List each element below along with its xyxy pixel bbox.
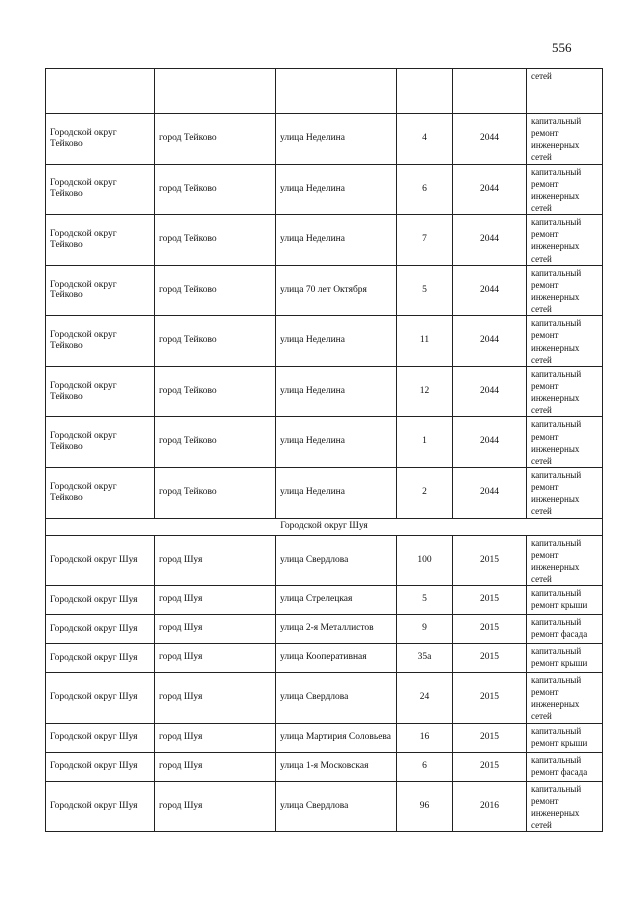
work-type-cell: капитальный ремонт крыши bbox=[527, 644, 603, 673]
city-cell: город Тейково bbox=[155, 114, 276, 165]
district-cell: Городской округ Тейково bbox=[46, 316, 155, 367]
work-type-cell: капитальный ремонт крыши bbox=[527, 723, 603, 752]
work-type-cell: капитальный ремонт инженерных сетей bbox=[527, 535, 603, 586]
street-cell: улица Свердлова bbox=[276, 781, 397, 832]
street-cell: улица Неделина bbox=[276, 316, 397, 367]
work-type-cell: капитальный ремонт инженерных сетей bbox=[527, 673, 603, 724]
group-header-row bbox=[46, 518, 603, 535]
house-number-cell: 6 bbox=[397, 752, 453, 781]
year-cell: 2044 bbox=[453, 265, 527, 316]
city-cell: город Шуя bbox=[155, 586, 276, 615]
work-type-cell: капитальный ремонт инженерных сетей bbox=[527, 265, 603, 316]
street-cell: улица Неделина bbox=[276, 215, 397, 266]
district-cell: Городской округ Шуя bbox=[46, 723, 155, 752]
year-cell: 2015 bbox=[453, 673, 527, 724]
work-type-cell: капитальный ремонт инженерных сетей bbox=[527, 366, 603, 417]
city-cell: город Шуя bbox=[155, 752, 276, 781]
city-cell: город Шуя bbox=[155, 723, 276, 752]
street-cell: улица 2-я Металлистов bbox=[276, 615, 397, 644]
street-cell: улица Неделина bbox=[276, 114, 397, 165]
house-number-cell: 24 bbox=[397, 673, 453, 724]
year-cell: 2044 bbox=[453, 467, 527, 518]
housing-repair-table bbox=[45, 68, 603, 832]
street-cell: улица Неделина bbox=[276, 164, 397, 215]
work-type-cell: капитальный ремонт инженерных сетей bbox=[527, 164, 603, 215]
street-cell: улица Неделина bbox=[276, 467, 397, 518]
work-type-cell: капитальный ремонт крыши bbox=[527, 586, 603, 615]
year-cell: 2015 bbox=[453, 535, 527, 586]
year-cell: 2044 bbox=[453, 164, 527, 215]
table-row bbox=[46, 265, 603, 316]
table-row bbox=[46, 781, 603, 832]
page-number: 556 bbox=[552, 40, 572, 55]
work-type-cell: капитальный ремонт инженерных сетей bbox=[527, 781, 603, 832]
street-cell: улица Неделина bbox=[276, 417, 397, 468]
year-cell: 2015 bbox=[453, 615, 527, 644]
year-cell: 2044 bbox=[453, 114, 527, 165]
table-row bbox=[46, 723, 603, 752]
table-row bbox=[46, 215, 603, 266]
district-cell: Городской округ Шуя bbox=[46, 781, 155, 832]
table-row bbox=[46, 164, 603, 215]
table-row bbox=[46, 316, 603, 367]
work-type-cell: капитальный ремонт инженерных сетей bbox=[527, 316, 603, 367]
house-number-cell: 1 bbox=[397, 417, 453, 468]
year-cell: 2015 bbox=[453, 586, 527, 615]
table-row bbox=[46, 535, 603, 586]
year-cell: 2016 bbox=[453, 781, 527, 832]
table-row bbox=[46, 644, 603, 673]
house-number-cell: 9 bbox=[397, 615, 453, 644]
table-row bbox=[46, 752, 603, 781]
table-row bbox=[46, 417, 603, 468]
street-cell: улица 70 лет Октября bbox=[276, 265, 397, 316]
district-cell: Городской округ Тейково bbox=[46, 417, 155, 468]
house-number-cell: 7 bbox=[397, 215, 453, 266]
work-type-cell: капитальный ремонт инженерных сетей bbox=[527, 467, 603, 518]
city-cell: город Тейково bbox=[155, 265, 276, 316]
district-cell: Городской округ Шуя bbox=[46, 535, 155, 586]
district-cell: Городской округ Тейково bbox=[46, 467, 155, 518]
year-cell bbox=[453, 69, 527, 114]
district-cell: Городской округ Тейково bbox=[46, 366, 155, 417]
city-cell: город Тейково bbox=[155, 316, 276, 367]
house-number-cell: 12 bbox=[397, 366, 453, 417]
house-number-cell: 16 bbox=[397, 723, 453, 752]
city-cell: город Тейково bbox=[155, 215, 276, 266]
street-cell: улица Неделина bbox=[276, 366, 397, 417]
table-row bbox=[46, 366, 603, 417]
year-cell: 2044 bbox=[453, 215, 527, 266]
table-row bbox=[46, 467, 603, 518]
table-row bbox=[46, 69, 603, 114]
street-cell bbox=[276, 69, 397, 114]
city-cell: город Шуя bbox=[155, 644, 276, 673]
district-cell bbox=[46, 69, 155, 114]
house-number-cell: 5 bbox=[397, 586, 453, 615]
group-title: Городской округ Шуя bbox=[46, 518, 603, 535]
year-cell: 2015 bbox=[453, 644, 527, 673]
work-type-cell: капитальный ремонт фасада bbox=[527, 615, 603, 644]
street-cell: улица Свердлова bbox=[276, 535, 397, 586]
city-cell bbox=[155, 69, 276, 114]
year-cell: 2044 bbox=[453, 417, 527, 468]
street-cell: улица Кооперативная bbox=[276, 644, 397, 673]
work-type-cell: капитальный ремонт инженерных сетей bbox=[527, 215, 603, 266]
table-row bbox=[46, 114, 603, 165]
district-cell: Городской округ Шуя bbox=[46, 644, 155, 673]
house-number-cell: 96 bbox=[397, 781, 453, 832]
street-cell: улица 1-я Московская bbox=[276, 752, 397, 781]
house-number-cell: 2 bbox=[397, 467, 453, 518]
table-row bbox=[46, 673, 603, 724]
street-cell: улица Стрелецкая bbox=[276, 586, 397, 615]
year-cell: 2044 bbox=[453, 316, 527, 367]
year-cell: 2044 bbox=[453, 366, 527, 417]
city-cell: город Тейково bbox=[155, 467, 276, 518]
district-cell: Городской округ Шуя bbox=[46, 615, 155, 644]
work-type-cell: капитальный ремонт фасада bbox=[527, 752, 603, 781]
house-number-cell: 6 bbox=[397, 164, 453, 215]
city-cell: город Тейково bbox=[155, 366, 276, 417]
district-cell: Городской округ Шуя bbox=[46, 586, 155, 615]
year-cell: 2015 bbox=[453, 752, 527, 781]
work-type-cell: сетей bbox=[527, 69, 603, 114]
street-cell: улица Свердлова bbox=[276, 673, 397, 724]
city-cell: город Шуя bbox=[155, 535, 276, 586]
house-number-cell: 11 bbox=[397, 316, 453, 367]
district-cell: Городской округ Тейково bbox=[46, 215, 155, 266]
table-body bbox=[46, 69, 603, 832]
district-cell: Городской округ Тейково bbox=[46, 164, 155, 215]
table-row bbox=[46, 586, 603, 615]
year-cell: 2015 bbox=[453, 723, 527, 752]
house-number-cell: 4 bbox=[397, 114, 453, 165]
city-cell: город Тейково bbox=[155, 164, 276, 215]
city-cell: город Тейково bbox=[155, 417, 276, 468]
house-number-cell: 100 bbox=[397, 535, 453, 586]
city-cell: город Шуя bbox=[155, 781, 276, 832]
work-type-cell: капитальный ремонт инженерных сетей bbox=[527, 417, 603, 468]
house-number-cell bbox=[397, 69, 453, 114]
house-number-cell: 5 bbox=[397, 265, 453, 316]
city-cell: город Шуя bbox=[155, 615, 276, 644]
district-cell: Городской округ Шуя bbox=[46, 673, 155, 724]
street-cell: улица Мартирия Соловьева bbox=[276, 723, 397, 752]
city-cell: город Шуя bbox=[155, 673, 276, 724]
table-row bbox=[46, 615, 603, 644]
district-cell: Городской округ Тейково bbox=[46, 114, 155, 165]
district-cell: Городской округ Шуя bbox=[46, 752, 155, 781]
work-type-cell: капитальный ремонт инженерных сетей bbox=[527, 114, 603, 165]
house-number-cell: 35а bbox=[397, 644, 453, 673]
district-cell: Городской округ Тейково bbox=[46, 265, 155, 316]
